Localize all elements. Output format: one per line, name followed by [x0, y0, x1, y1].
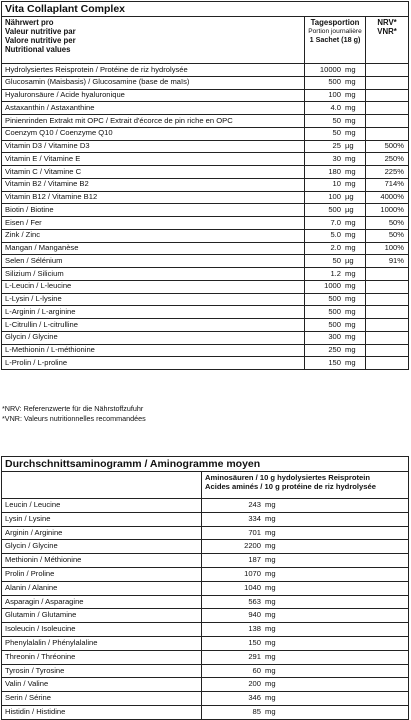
nutrient-amount — [305, 204, 366, 217]
nutrient-row — [2, 268, 409, 281]
nutrient-row — [2, 293, 409, 306]
nutrient-amount — [305, 178, 366, 191]
amount-unit: mg — [345, 243, 356, 253]
nutrient-nrv — [366, 89, 409, 102]
amount-value: 50 — [332, 128, 341, 138]
amount-value: 243 — [248, 500, 261, 510]
amino-name: Valin / Valine — [2, 678, 202, 692]
amino-name: Isoleucin / Isoleucine — [2, 623, 202, 637]
nutrient-row — [2, 357, 409, 370]
amount-value: 100 — [328, 90, 341, 100]
nutrient-amount — [305, 319, 366, 332]
amount-value: 1040 — [244, 582, 261, 592]
amount-value: 150 — [248, 638, 261, 647]
nutrient-row — [2, 115, 409, 128]
nutrient-nrv: 250% — [366, 153, 409, 166]
nutrient-nrv — [366, 357, 409, 370]
amount-unit: mg — [265, 651, 276, 661]
amount-value: 334 — [248, 513, 261, 523]
header-daily-portion: Tagesportion Portion journalière 1 Sachet (18 g) — [305, 17, 366, 64]
amount-value: 10000 — [319, 64, 341, 74]
nutrient-row — [2, 217, 409, 230]
nutrient-amount — [305, 153, 366, 166]
nutrient-nrv — [366, 127, 409, 140]
amount-value: 2200 — [244, 541, 261, 551]
amount-value: 500 — [328, 319, 341, 329]
amount-unit: mg — [345, 319, 356, 329]
amino-row — [2, 554, 409, 568]
nutrient-amount — [305, 344, 366, 357]
nutrient-row — [2, 102, 409, 115]
amount-unit: mg — [345, 345, 356, 355]
amino-amount — [202, 499, 409, 513]
nutrition-table-header — [2, 17, 409, 64]
amount-unit: µg — [345, 192, 354, 202]
nutrient-name: Hyaluronsäure / Acide hyaluronique — [2, 89, 305, 102]
amino-row — [2, 678, 409, 692]
nutrient-row — [2, 89, 409, 102]
nutrient-nrv — [366, 268, 409, 281]
nutrient-name: Mangan / Manganèse — [2, 242, 305, 255]
nutrient-nrv: 100% — [366, 242, 409, 255]
nutrient-name: Vitamin D3 / Vitamine D3 — [2, 140, 305, 153]
amount-unit: mg — [265, 610, 276, 620]
amount-value: 7.0 — [330, 217, 341, 227]
amino-amount — [202, 567, 409, 581]
amino-row — [2, 650, 409, 664]
footnote-vnr: *VNR: Valeurs nutritionnelles recommandées — [2, 414, 146, 423]
amount-value: 1.2 — [330, 268, 341, 278]
amino-amount — [202, 581, 409, 595]
amount-unit: mg — [265, 500, 276, 510]
nutrient-row — [2, 204, 409, 217]
amino-row — [2, 705, 409, 719]
amount-unit: mg — [265, 596, 276, 606]
header-nrv: NRV* VNR* — [366, 17, 409, 64]
amino-row — [2, 540, 409, 554]
amount-value: 1070 — [244, 569, 261, 579]
footnotes — [2, 404, 146, 424]
nutrient-nrv: 714% — [366, 178, 409, 191]
nutrient-amount — [305, 89, 366, 102]
amino-name: Arginin / Arginine — [2, 526, 202, 540]
amino-amount — [202, 540, 409, 554]
amino-name: Tyrosin / Tyrosine — [2, 664, 202, 678]
amount-unit: mg — [265, 513, 276, 523]
amount-value: 25 — [332, 141, 341, 151]
amino-name: Methionin / Méthionine — [2, 554, 202, 568]
amount-value: 500 — [328, 77, 341, 87]
nutrient-nrv: 500% — [366, 140, 409, 153]
aminogram-header-amount: Aminosäuren / 10 g hydolysiertes Reisprotein Acides aminés / 10 g protéine de riz hydrolysée — [202, 472, 409, 499]
nutrient-nrv: 1000% — [366, 204, 409, 217]
amino-name: Glutamin / Glutamine — [2, 609, 202, 623]
nutrient-nrv: 4000% — [366, 191, 409, 204]
aminogram-header-blank — [2, 472, 202, 499]
amount-unit: µg — [345, 204, 354, 214]
amino-row — [2, 623, 409, 637]
nutrient-amount — [305, 140, 366, 153]
nutrition-table-body — [2, 64, 409, 370]
amino-row — [2, 595, 409, 609]
amount-unit: mg — [265, 541, 276, 551]
amount-unit: mg — [345, 357, 356, 367]
header-nutrient-label: Nährwert pro Valeur nutritive par Valore nutritive per Nutritional values — [2, 17, 305, 64]
nutrient-nrv: 91% — [366, 255, 409, 268]
amount-value: 200 — [248, 679, 261, 689]
nutrient-amount — [305, 242, 366, 255]
amount-value: 1000 — [324, 281, 341, 291]
amount-unit: µg — [345, 141, 354, 151]
amino-amount — [202, 512, 409, 526]
nutrient-amount — [305, 306, 366, 319]
amino-row — [2, 609, 409, 623]
nutrient-nrv — [366, 102, 409, 115]
amino-row — [2, 636, 409, 650]
amino-amount — [202, 636, 409, 650]
amino-row — [2, 567, 409, 581]
aminogram-table-body — [2, 499, 409, 720]
aminogram-table-header — [2, 472, 409, 499]
amino-row — [2, 692, 409, 706]
nutrient-nrv: 50% — [366, 217, 409, 230]
amount-value: 940 — [248, 610, 261, 620]
amount-unit: mg — [345, 90, 356, 100]
nutrient-amount — [305, 127, 366, 140]
amino-amount — [202, 609, 409, 623]
amino-amount — [202, 554, 409, 568]
amount-value: 60 — [252, 665, 261, 675]
nutrient-nrv: 225% — [366, 166, 409, 179]
nutrient-nrv — [366, 115, 409, 128]
nutrient-amount — [305, 255, 366, 268]
nutrient-name: Selen / Sélénium — [2, 255, 305, 268]
amount-unit: mg — [345, 166, 356, 176]
nutrient-nrv: 50% — [366, 229, 409, 242]
amino-amount — [202, 623, 409, 637]
nutrient-name: L-Methionin / L-méthionine — [2, 344, 305, 357]
amount-unit: mg — [345, 281, 356, 291]
nutrient-amount — [305, 102, 366, 115]
footnote-nrv: *NRV: Referenzwerte für die Nährstoffzufuhr — [2, 404, 144, 413]
amount-unit: mg — [345, 217, 356, 227]
amino-name: Glycin / Glycine — [2, 540, 202, 554]
nutrient-name: Silizium / Silicium — [2, 268, 305, 281]
nutrient-amount — [305, 76, 366, 89]
nutrient-amount — [305, 115, 366, 128]
amount-value: 187 — [248, 555, 261, 565]
amount-value: 5.0 — [330, 230, 341, 240]
amount-value: 150 — [328, 357, 341, 367]
amount-unit: mg — [345, 306, 356, 316]
amount-unit: mg — [345, 230, 356, 240]
nutrient-amount — [305, 357, 366, 370]
amino-row — [2, 664, 409, 678]
aminogram-table — [1, 456, 409, 720]
amount-value: 4.0 — [330, 102, 341, 112]
amino-row — [2, 512, 409, 526]
nutrient-row — [2, 229, 409, 242]
amount-value: 300 — [328, 332, 341, 342]
product-title: Vita Collaplant Complex — [2, 2, 409, 17]
amount-value: 701 — [248, 527, 261, 537]
amount-value: 100 — [328, 192, 341, 202]
nutrient-row — [2, 306, 409, 319]
nutrient-row — [2, 242, 409, 255]
amino-amount — [202, 650, 409, 664]
amount-unit: mg — [345, 64, 356, 74]
amount-value: 85 — [252, 706, 261, 716]
amount-unit: mg — [345, 77, 356, 87]
nutrient-row — [2, 140, 409, 153]
amount-value: 346 — [248, 693, 261, 703]
amino-amount — [202, 692, 409, 706]
amount-unit: mg — [265, 527, 276, 537]
nutrient-nrv — [366, 344, 409, 357]
amount-value: 500 — [328, 306, 341, 316]
amount-unit: mg — [345, 179, 356, 189]
amount-value: 250 — [328, 345, 341, 355]
nutrient-amount — [305, 217, 366, 230]
amino-row — [2, 526, 409, 540]
amino-amount — [202, 526, 409, 540]
nutrient-row — [2, 166, 409, 179]
amount-value: 10 — [332, 179, 341, 189]
amount-unit: mg — [265, 555, 276, 565]
amount-unit: mg — [265, 569, 276, 579]
amino-name: Leucin / Leucine — [2, 499, 202, 513]
nutrient-row — [2, 319, 409, 332]
amount-value: 50 — [332, 115, 341, 125]
amount-unit: mg — [265, 582, 276, 592]
nutrient-name: Vitamin C / Vitamine C — [2, 166, 305, 179]
amount-unit: mg — [345, 102, 356, 112]
nutrient-name: Biotin / Biotine — [2, 204, 305, 217]
amount-unit: mg — [265, 638, 276, 647]
nutrient-row — [2, 64, 409, 77]
amount-value: 500 — [328, 204, 341, 214]
amount-value: 180 — [328, 166, 341, 176]
nutrient-row — [2, 191, 409, 204]
nutrient-name: Glucosamin (Maisbasis) / Glucosamine (base de maïs) — [2, 76, 305, 89]
nutrient-name: L-Arginin / L-arginine — [2, 306, 305, 319]
amount-unit: mg — [345, 268, 356, 278]
nutrient-nrv — [366, 293, 409, 306]
amino-amount — [202, 705, 409, 719]
nutrient-amount — [305, 293, 366, 306]
amino-name: Lysin / Lysine — [2, 512, 202, 526]
amino-name: Serin / Sérine — [2, 692, 202, 706]
nutrient-name: Coenzym Q10 / Coenzyme Q10 — [2, 127, 305, 140]
amount-unit: mg — [345, 294, 356, 304]
amount-unit: mg — [345, 332, 356, 342]
nutrient-row — [2, 344, 409, 357]
nutrient-amount — [305, 191, 366, 204]
nutrient-name: Pinienrinden Extrakt mit OPC / Extrait d'écorce de pin riche en OPC — [2, 115, 305, 128]
amount-unit: mg — [265, 624, 276, 634]
amino-name: Asparagin / Asparagine — [2, 595, 202, 609]
amino-row — [2, 581, 409, 595]
nutrient-amount — [305, 64, 366, 77]
nutrient-nrv — [366, 76, 409, 89]
nutrient-amount — [305, 268, 366, 281]
nutrient-row — [2, 331, 409, 344]
amount-unit: mg — [345, 153, 356, 163]
amount-unit: mg — [265, 665, 276, 675]
amount-unit: mg — [265, 693, 276, 703]
nutrient-nrv — [366, 331, 409, 344]
aminogram-title: Durchschnittsaminogramm / Aminogramme moyen — [2, 457, 409, 472]
nutrient-name: L-Leucin / L-leucine — [2, 280, 305, 293]
nutrient-name: Hydrolysiertes Reisprotein / Protéine de riz hydrolysée — [2, 64, 305, 77]
amount-unit: µg — [345, 255, 354, 265]
nutrient-row — [2, 127, 409, 140]
amount-unit: mg — [345, 115, 356, 125]
nutrient-name: Glycin / Glycine — [2, 331, 305, 344]
amino-row — [2, 499, 409, 513]
amount-value: 30 — [332, 153, 341, 163]
nutrient-name: Eisen / Fer — [2, 217, 305, 230]
nutrient-amount — [305, 166, 366, 179]
amount-value: 291 — [248, 651, 261, 661]
nutrient-row — [2, 153, 409, 166]
amount-unit: mg — [265, 679, 276, 689]
nutrient-row — [2, 255, 409, 268]
amino-name: Prolin / Proline — [2, 567, 202, 581]
nutrient-nrv — [366, 306, 409, 319]
nutrient-amount — [305, 280, 366, 293]
nutrient-nrv — [366, 64, 409, 77]
amount-value: 138 — [248, 624, 261, 634]
amino-name: Alanin / Alanine — [2, 581, 202, 595]
amino-name: Phenylalalin / Phénylalaline — [2, 636, 202, 650]
nutrient-amount — [305, 331, 366, 344]
nutrient-row — [2, 76, 409, 89]
nutrient-nrv — [366, 319, 409, 332]
amino-name: Histidin / Histidine — [2, 705, 202, 719]
amount-unit: mg — [345, 128, 356, 138]
amount-value: 50 — [332, 255, 341, 265]
nutrient-nrv — [366, 280, 409, 293]
nutrient-row — [2, 280, 409, 293]
amino-amount — [202, 664, 409, 678]
nutrient-amount — [305, 229, 366, 242]
nutrient-row — [2, 178, 409, 191]
amino-amount — [202, 678, 409, 692]
nutrition-table — [1, 1, 409, 370]
amount-value: 2.0 — [330, 243, 341, 253]
amount-value: 563 — [248, 596, 261, 606]
nutrient-name: Astaxanthin / Astaxanthine — [2, 102, 305, 115]
nutrient-name: L-Citrullin / L-citrulline — [2, 319, 305, 332]
amount-value: 500 — [328, 294, 341, 304]
nutrient-name: L-Prolin / L-proline — [2, 357, 305, 370]
amount-unit: mg — [265, 706, 276, 716]
amino-amount — [202, 595, 409, 609]
nutrient-name: L-Lysin / L-lysine — [2, 293, 305, 306]
nutrient-name: Vitamin E / Vitamine E — [2, 153, 305, 166]
nutrient-name: Vitamin B2 / Vitamine B2 — [2, 178, 305, 191]
nutrient-name: Vitamin B12 / Vitamine B12 — [2, 191, 305, 204]
amino-name: Threonin / Thréonine — [2, 650, 202, 664]
nutrient-name: Zink / Zinc — [2, 229, 305, 242]
